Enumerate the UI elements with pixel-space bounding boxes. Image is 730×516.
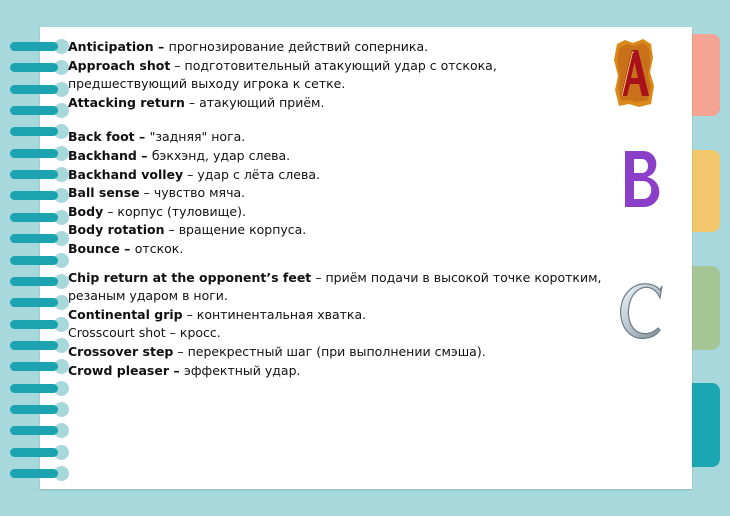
spiral-ring [10, 62, 65, 73]
spiral-ring [10, 447, 65, 458]
glossary-entry [68, 57, 608, 94]
entry-separator: – [164, 222, 179, 238]
entry-definition: корпус (туловище). [117, 203, 246, 219]
entry-definition: Crosscourt shot – кросс. [68, 325, 221, 341]
spiral-ring [10, 41, 65, 52]
entry-term: Back foot [68, 129, 135, 145]
glossary-entry [68, 306, 608, 325]
entry-separator: – [139, 185, 154, 201]
entry-separator: – [184, 94, 200, 110]
entry-separator: – [173, 343, 188, 359]
spiral-ring [10, 148, 65, 159]
entry-separator: – [183, 166, 198, 182]
glossary-entry [68, 343, 608, 362]
entry-separator: – [153, 39, 169, 54]
entry-term: Chip return at the opponent’s feet [68, 269, 312, 285]
spiral-ring [10, 84, 65, 95]
glossary-content [68, 38, 608, 380]
entry-separator: – [103, 203, 118, 219]
entry-definition: континентальная хватка. [196, 306, 367, 322]
spiral-ring [10, 468, 65, 479]
glossary-entry [68, 269, 608, 306]
entry-definition: чувство мяча. [153, 185, 246, 201]
glossary-entry [68, 324, 608, 343]
entry-term: Attacking return [68, 94, 185, 110]
letter-b-icon [617, 145, 669, 215]
spiral-ring [10, 190, 65, 201]
glossary-entry [68, 166, 608, 185]
spiral-ring [10, 126, 65, 137]
entry-definition: вращение корпуса. [178, 222, 307, 238]
entry-term: Backhand volley [68, 166, 184, 182]
entry-definition: "задняя" нога. [149, 129, 246, 145]
entry-separator: – [134, 129, 150, 145]
spiral-ring [10, 383, 65, 394]
entry-definition: подготовительный атакующий удар с отскока, предшествующий выходу игрока к сетке. [68, 57, 497, 92]
spiral-ring [10, 297, 65, 308]
entry-term: Crowd pleaser [68, 362, 170, 378]
entry-definition: бэкхэнд, удар слева. [151, 147, 291, 163]
entry-separator: – [182, 306, 197, 322]
entry-term: Anticipation [68, 39, 154, 54]
entry-term: Backhand [68, 147, 137, 163]
entry-term: Continental grip [68, 306, 183, 322]
glossary-entry [68, 240, 608, 259]
entry-term: Approach shot [68, 57, 171, 73]
entry-separator: – [136, 147, 152, 163]
letter-a-icon [613, 38, 655, 108]
entry-separator: – [170, 57, 185, 73]
glossary-entry [68, 94, 608, 113]
entry-definition: атакующий приём. [199, 94, 325, 110]
spiral-ring [10, 169, 65, 180]
glossary-entry [68, 221, 608, 240]
entry-term: Body [68, 203, 104, 219]
glossary-entry [68, 38, 608, 57]
entry-separator: – [169, 362, 184, 378]
spiral-ring [10, 361, 65, 372]
entry-definition: удар с лёта слева. [197, 166, 320, 182]
spiral-ring [10, 276, 65, 287]
entry-definition: перекрестный шаг (при выполнении смэша). [187, 343, 486, 359]
entry-definition: прогнозирование действий соперника. [168, 39, 429, 54]
entry-definition: приём подачи в высокой точке коротким, резаным ударом в ноги. [68, 269, 602, 304]
spiral-ring [10, 105, 65, 116]
glossary-entry [68, 203, 608, 222]
spiral-ring [10, 340, 65, 351]
spiral-ring [10, 233, 65, 244]
glossary-entry [68, 128, 608, 147]
entry-term: Bounce [68, 240, 120, 256]
entry-term: Ball sense [68, 185, 140, 201]
spiral-ring [10, 425, 65, 436]
entry-separator: – [119, 240, 135, 256]
glossary-entry [68, 184, 608, 203]
spiral-ring [10, 404, 65, 415]
entry-definition: отскок. [134, 240, 184, 256]
entry-term: Crossover step [68, 343, 174, 359]
entry-term: Body rotation [68, 222, 165, 238]
spiral-ring [10, 255, 65, 266]
glossary-entry [68, 147, 608, 166]
letter-c-icon [614, 278, 670, 344]
entry-definition: эффектный удар. [183, 362, 301, 378]
entry-separator: – [311, 269, 326, 285]
spiral-ring [10, 212, 65, 223]
glossary-entry [68, 362, 608, 381]
spiral-ring [10, 319, 65, 330]
